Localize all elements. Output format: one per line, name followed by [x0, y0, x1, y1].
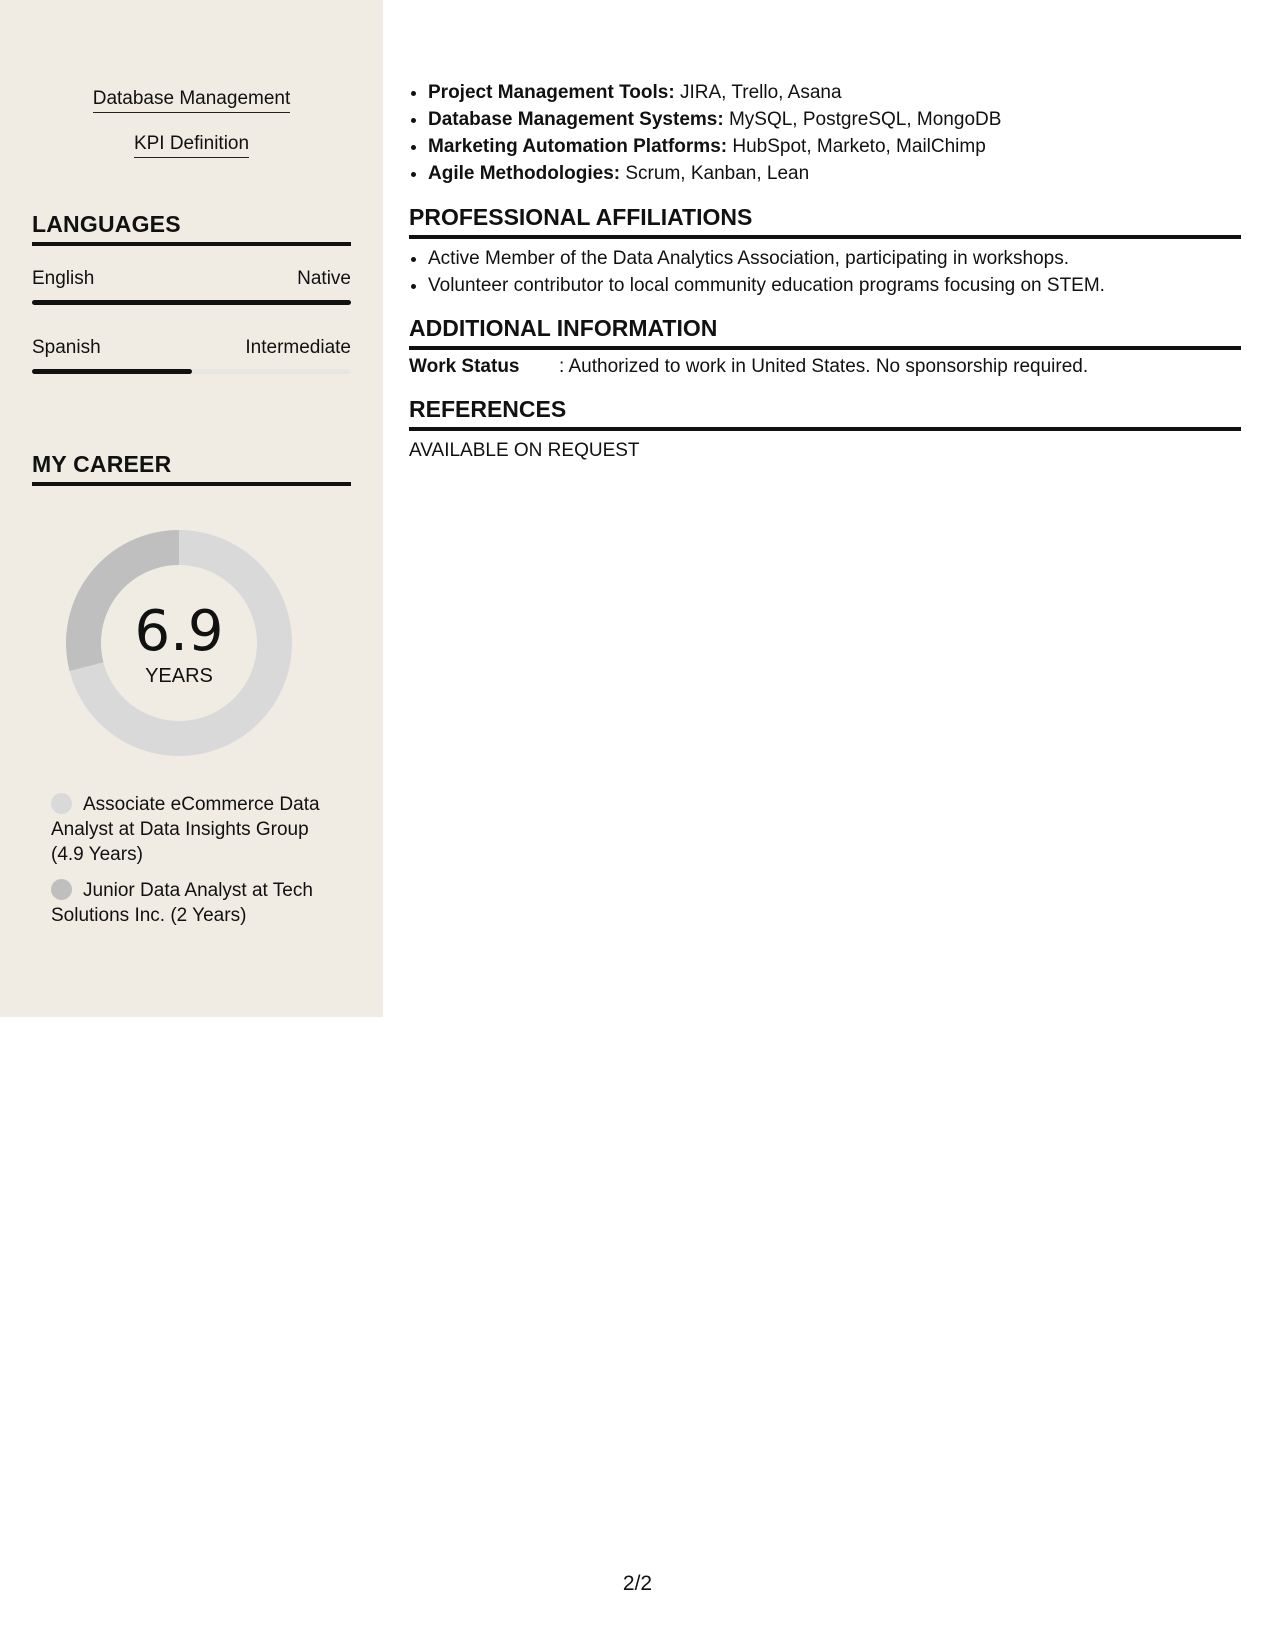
list-item: • Active Member of the Data Analytics Association, participating in workshops.	[428, 245, 1105, 272]
sidebar	[0, 0, 383, 1017]
languages-heading: LANGUAGES	[32, 211, 351, 246]
career-total: 6.9	[134, 599, 224, 664]
additional-info-heading: ADDITIONAL INFORMATION	[409, 315, 1241, 350]
list-item: • Agile Methodologies: Scrum, Kanban, Lean	[428, 160, 1001, 187]
work-status-row	[409, 356, 1088, 378]
career-donut-chart	[66, 530, 292, 756]
language-bar-fill	[32, 369, 192, 374]
legend-dot-icon	[51, 879, 72, 900]
work-status-label: Work Status	[409, 356, 520, 377]
affiliations-heading: PROFESSIONAL AFFILIATIONS	[409, 204, 1241, 239]
language-bar-fill	[32, 300, 351, 305]
page-number: 2/2	[622, 1572, 653, 1595]
career-legend-label: Associate eCommerce Data Analyst at Data Insights Group (4.9 Years)	[51, 794, 320, 865]
skill-tag: Database Management	[0, 88, 383, 110]
skill-tag: KPI Definition	[0, 133, 383, 155]
language-level: Native	[297, 268, 351, 289]
references-heading: REFERENCES	[409, 396, 1241, 431]
language-name: English	[32, 268, 95, 289]
language-level: Intermediate	[245, 337, 351, 358]
career-heading: MY CAREER	[32, 451, 351, 486]
list-item: • Marketing Automation Platforms: HubSpot, Marketo, MailChimp	[428, 133, 1001, 160]
list-item: • Project Management Tools: JIRA, Trello, Asana	[428, 79, 1001, 106]
list-item: • Volunteer contributor to local community education programs focusing on STEM.	[428, 272, 1105, 299]
career-legend-label: Junior Data Analyst at Tech Solutions Inc. (2 Years)	[51, 880, 313, 926]
language-row	[32, 337, 351, 359]
language-row	[32, 268, 351, 290]
affiliations-list	[409, 245, 1105, 299]
language-bar	[32, 369, 351, 374]
technical-tools-list	[409, 79, 1001, 187]
career-legend-item	[51, 878, 331, 928]
language-name: Spanish	[32, 337, 101, 358]
language-bar	[32, 300, 351, 305]
references-text: AVAILABLE ON REQUEST	[409, 440, 640, 461]
list-item: • Database Management Systems: MySQL, PostgreSQL, MongoDB	[428, 106, 1001, 133]
legend-dot-icon	[51, 793, 72, 814]
career-legend-item	[51, 792, 331, 867]
career-unit: YEARS	[145, 665, 213, 687]
work-status-value: : Authorized to work in United States. No sponsorship required.	[559, 356, 1089, 377]
